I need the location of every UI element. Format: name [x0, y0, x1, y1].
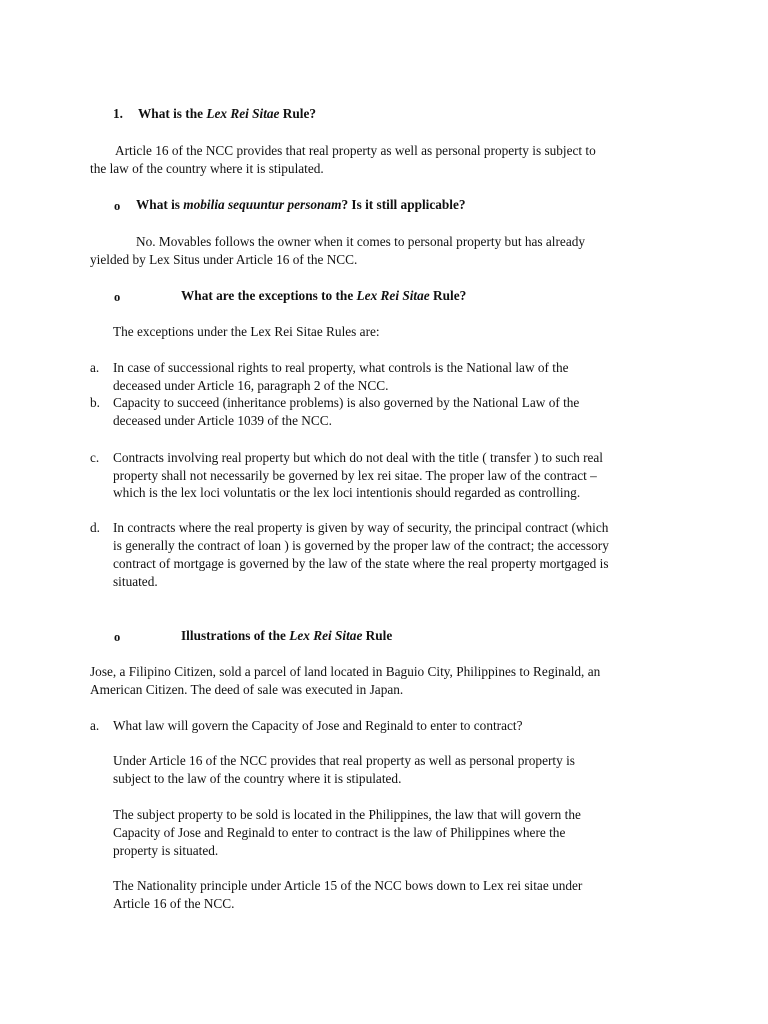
bullet-marker: o [114, 199, 121, 213]
list-item-line: Capacity to succeed (inheritance problems) is also governed by the National Law of the [113, 395, 580, 410]
question-4-heading: Illustrations of the Lex Rei Sitae Rule [181, 628, 393, 643]
list-item-line: is generally the contract of loan ) is governed by the proper law of the contract; the accessory [113, 538, 609, 553]
list-item-line: In contracts where the real property is given by way of security, the principal contract (which [113, 520, 609, 535]
list-item-line: deceased under Article 1039 of the NCC. [113, 413, 332, 428]
question-1-heading: What is the Lex Rei Sitae Rule? [138, 106, 317, 121]
list-item-line: In case of successional rights to real property, what controls is the National law of the [113, 360, 569, 375]
sub-answer-line: Capacity of Jose and Reginald to enter to contract is the law of Philippines where the [113, 825, 566, 840]
answer-1-line: the law of the country where it is stipulated. [90, 161, 324, 176]
illustration-line: American Citizen. The deed of sale was executed in Japan. [90, 682, 404, 697]
question-2-heading: What is mobilia sequuntur personam? Is it still applicable? [136, 197, 466, 212]
sub-answer-line: Article 16 of the NCC. [113, 896, 235, 911]
list-label: a. [90, 360, 100, 375]
sub-question: What law will govern the Capacity of Jose and Reginald to enter to contract? [113, 718, 523, 733]
list-label: a. [90, 718, 100, 733]
sub-answer-line: The subject property to be sold is located in the Philippines, the law that will govern the [113, 807, 581, 822]
list-item-line: property shall not necessarily be governed by lex rei sitae. The proper law of the contract – [113, 468, 597, 483]
answer-2-line: yielded by Lex Situs under Article 16 of the NCC. [90, 252, 358, 267]
list-label: c. [90, 450, 100, 465]
illustration-line: Jose, a Filipino Citizen, sold a parcel of land located in Baguio City, Philippines to Reginald, an [90, 664, 601, 679]
list-item-line: Contracts involving real property but which do not deal with the title ( transfer ) to such real [113, 450, 604, 465]
list-item-line: contract of mortgage is governed by the law of the state where the real property mortgaged is [113, 556, 609, 571]
answer-2-line: No. Movables follows the owner when it comes to personal property but has already [136, 234, 586, 249]
bullet-marker: o [114, 290, 121, 304]
sub-answer-line: The Nationality principle under Article 15 of the NCC bows down to Lex rei sitae under [113, 878, 583, 893]
bullet-marker: o [114, 630, 121, 644]
sub-answer-line: Under Article 16 of the NCC provides that real property as well as personal property is [113, 753, 575, 768]
question-3-heading: What are the exceptions to the Lex Rei Sitae Rule? [181, 288, 467, 303]
list-item-line: deceased under Article 16, paragraph 2 of the NCC. [113, 378, 389, 393]
sub-answer-line: property is situated. [113, 843, 219, 858]
question-number: 1. [113, 106, 123, 121]
list-label: b. [90, 395, 100, 410]
sub-answer-line: subject to the law of the country where it is stipulated. [113, 771, 402, 786]
exceptions-intro: The exceptions under the Lex Rei Sitae Rules are: [113, 324, 380, 339]
list-item-line: situated. [113, 574, 158, 589]
list-label: d. [90, 520, 100, 535]
list-item-line: which is the lex loci voluntatis or the lex loci intentionis should regarded as controlling. [113, 485, 581, 500]
answer-1-line: Article 16 of the NCC provides that real property as well as personal property is subject to [115, 143, 596, 158]
